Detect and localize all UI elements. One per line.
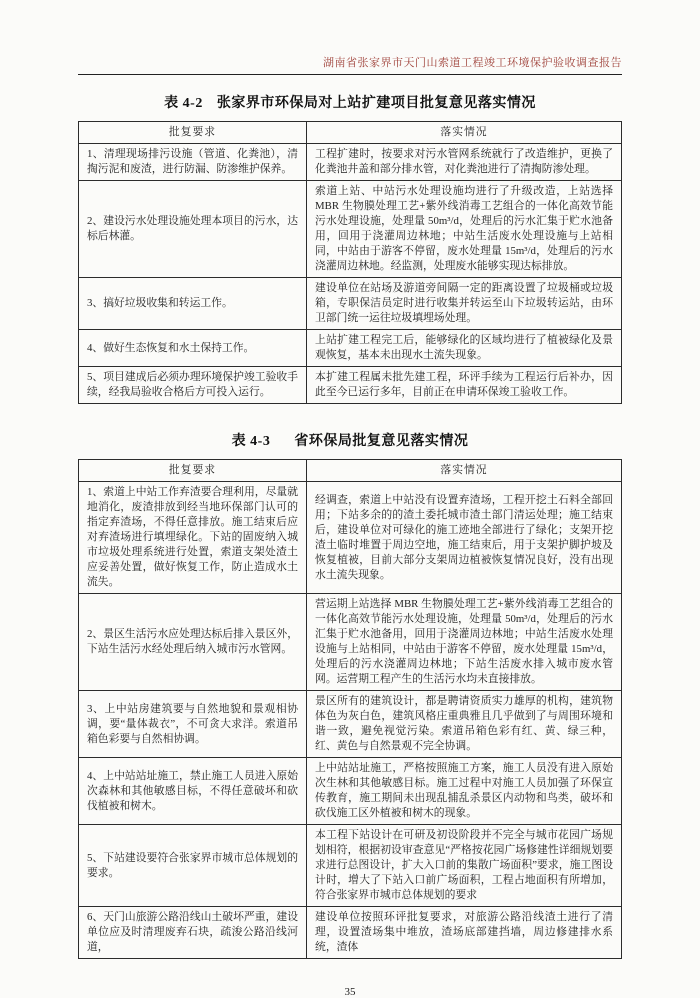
- table-4-2-caption: 张家界市环保局对上站扩建项目批复意见落实情况: [216, 96, 536, 111]
- implementation-cell: 建设单位在站场及游道旁间隔一定的距离设置了垃圾桶或垃圾箱，专职保洁员定时进行收集并转运至山下垃圾转运站，由环卫部门统一运往垃圾填埋场处理。: [307, 278, 622, 330]
- table-row: [79, 181, 622, 278]
- column-header-requirement: 批复要求: [79, 460, 307, 482]
- implementation-cell: 本工程下站设计在可研及初设阶段并不完全与城市花园广场规划相符，根据初设审查意见“严格按花园广场修建性详细规划要求进行总图设计，扩大入口前的集散广场面积”要求，施工图设计时，增大了下站入口前广场面积，工程占地面积有所增加，符合张家界市城市总体规划的要求: [307, 825, 622, 907]
- table-row: [79, 367, 622, 404]
- table-4-2-label: 表 4-2: [164, 96, 203, 111]
- table-4-3-title: [78, 430, 622, 450]
- table-4-3-header-row: [79, 460, 622, 482]
- table-row: [79, 758, 622, 825]
- table-4-3-caption: 省环保局批复意见落实情况: [294, 434, 469, 449]
- requirement-cell: 5、下站建设要符合张家界市城市总体规划的要求。: [79, 825, 307, 907]
- table-row: [79, 594, 622, 691]
- requirement-cell: 6、天门山旅游公路沿线山土破坏严重，建设单位应及时清理废弃石块，疏浚公路沿线河道，: [79, 907, 307, 959]
- column-header-implementation: 落实情况: [307, 460, 622, 482]
- table-row: [79, 907, 622, 959]
- document-page: [78, 0, 622, 998]
- requirement-cell: 5、项目建成后必须办理环境保护竣工验收手续，经我局验收合格后方可投入运行。: [79, 367, 307, 404]
- implementation-cell: 上站扩建工程完工后，能够绿化的区域均进行了植被绿化及景观恢复，基本未出现水土流失现象。: [307, 330, 622, 367]
- table-4-2-title: [78, 92, 622, 112]
- table-row: [79, 825, 622, 907]
- implementation-cell: 工程扩建时，按要求对污水管网系统就行了改造维护，更换了化粪池井盖和部分排水管，对化粪池进行了清掏防渗处理。: [307, 144, 622, 181]
- implementation-cell: 建设单位按照环评批复要求，对旅游公路沿线渣土进行了清理，设置渣场集中堆放，渣场底部建挡墙，周边修建排水系统，渣体: [307, 907, 622, 959]
- implementation-cell: 营运期上站选择 MBR 生物膜处理工艺+紫外线消毒工艺组合的一体化高效节能污水处理设施，处理量 50m³/d，处理后的污水汇集于贮水池备用，回用于浇灌周边林地；中站生活废水处理设施与上站相同，中站由于游客不停留，废水处理量 15m³/d，处理后的污水浇灌周边林地；下站生活废水排入城市废水管网。运营期工程产生的生活污水均未直接排放。: [307, 594, 622, 691]
- table-4-3-label: 表 4-3: [231, 434, 271, 449]
- requirement-cell: 2、建设污水处理设施处理本项目的污水，达标后林灌。: [79, 181, 307, 278]
- implementation-cell: 经调查，索道上中站没有设置弃渣场，工程开挖土石料全部回用；下站多余的的渣土委托城市渣土部门清运处理；施工结束后，建设单位对可绿化的施工迹地全部进行了绿化；支架开挖渣土临时堆置于周边空地，施工结束后，用于支架护脚护坡及恢复植被，目前大部分支架周边植被恢复情况良好，没有出现水土流失现象。: [307, 482, 622, 594]
- requirement-cell: 4、上中站站址施工，禁止施工人员进入原始次森林和其他敏感目标，不得任意破坏和砍伐植被和树木。: [79, 758, 307, 825]
- table-row: [79, 144, 622, 181]
- page-number: 35: [344, 986, 356, 998]
- table-4-2-header-row: [79, 122, 622, 144]
- implementation-cell: 景区所有的建筑设计，都是聘请资质实力雄厚的机构，建筑物体色为灰白色，建筑风格庄重典雅且几乎做到了与周围环境和谐一致，避免视觉污染。索道吊箱色彩有红、黄、绿三种，红、黄色与自然景观不完全协调。: [307, 691, 622, 758]
- table-row: [79, 330, 622, 367]
- implementation-cell: 上中站站址施工，严格按照施工方案，施工人员没有进入原始次生林和其他敏感目标。施工过程中对施工人员加强了环保宣传教育，施工期间未出现乱捕乱杀景区内动物和鸟类，破坏和砍伐施工区外植被和树木的现象。: [307, 758, 622, 825]
- requirement-cell: 4、做好生态恢复和水土保持工作。: [79, 330, 307, 367]
- implementation-cell: 索道上站、中站污水处理设施均进行了升级改造，上站选择 MBR 生物膜处理工艺+紫外线消毒工艺组合的一体化高效节能污水处理设施，处理量 50m³/d，处理后的污水汇集于贮水池备用，回用于浇灌周边林地；中站生活废水处理设施与上站相同，中站由于游客不停留，废水处理量 15m³/d，处理后的污水浇灌周边林地。经监测，处理废水能够实现达标排放。: [307, 181, 622, 278]
- running-header-title: 湖南省张家界市天门山索道工程竣工环境保护验收调查报告: [323, 57, 622, 69]
- requirement-cell: 2、景区生活污水应处理达标后排入景区外，下站生活污水经处理后纳入城市污水管网。: [79, 594, 307, 691]
- table-4-2: [78, 121, 622, 404]
- column-header-requirement: 批复要求: [79, 122, 307, 144]
- table-4-3: [78, 459, 622, 959]
- requirement-cell: 3、搞好垃圾收集和转运工作。: [79, 278, 307, 330]
- requirement-cell: 3、上中站房建筑要与自然地貌和景观相协调，要“量体裁衣”，不可贪大求洋。索道吊箱色彩要与自然相协调。: [79, 691, 307, 758]
- requirement-cell: 1、索道上中站工作弃渣要合理利用，尽量就地消化，废渣排放到经当地环保部门认可的指定弃渣场，不得任意排放。施工结束后应对弃渣场进行填埋绿化。下站的固废纳入城市垃圾处理系统进行处置，索道支架处渣土应妥善处置，做好恢复工作，防止造成水土流失。: [79, 482, 307, 594]
- requirement-cell: 1、清理现场排污设施（管道、化粪池），清掏污泥和废渣，进行防漏、防渗维护保养。: [79, 144, 307, 181]
- table-row: [79, 482, 622, 594]
- implementation-cell: 本扩建工程属未批先建工程，环评手续为工程运行后补办，因此至今已运行多年，目前正在申请环保竣工验收工作。: [307, 367, 622, 404]
- table-row: [79, 691, 622, 758]
- table-row: [79, 278, 622, 330]
- header-rule: [78, 74, 622, 75]
- column-header-implementation: 落实情况: [307, 122, 622, 144]
